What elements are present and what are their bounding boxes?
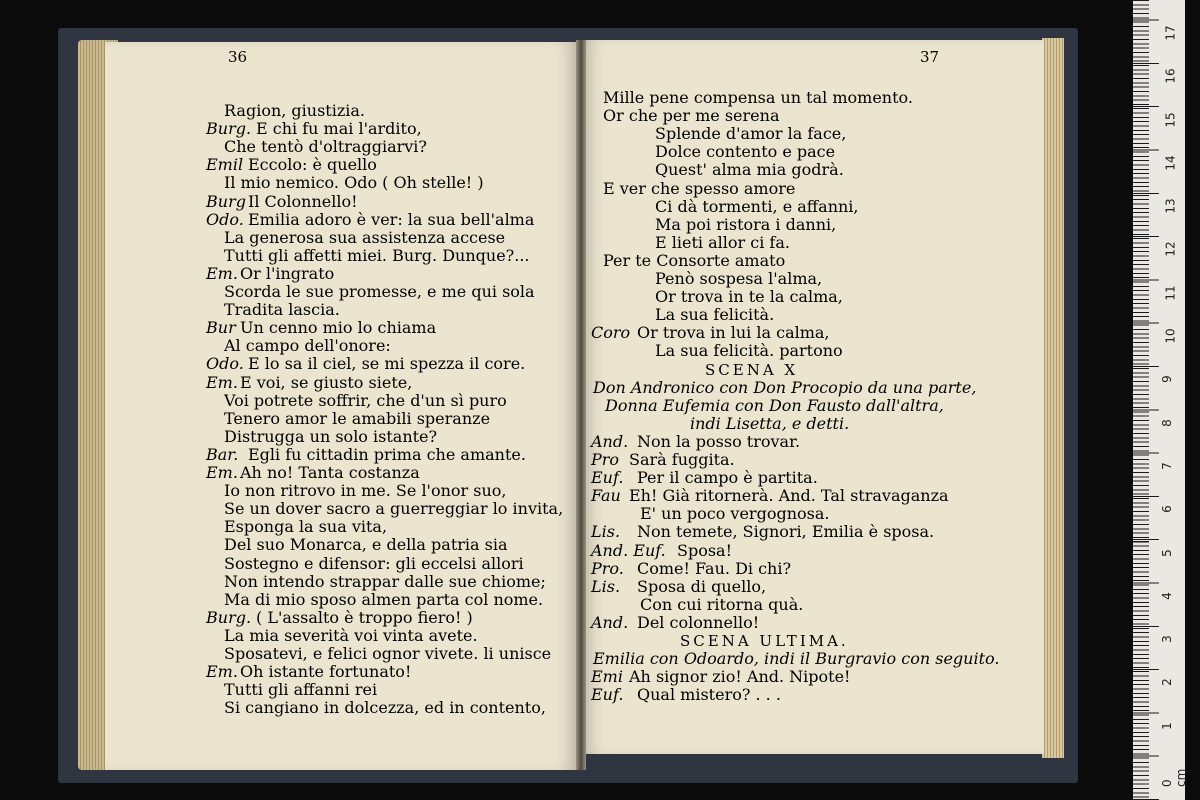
speaker-label: Emi [591,667,623,687]
speaker-label: Bar. [206,444,239,464]
speaker-label: Burg. [206,607,252,627]
verse-line: E' un poco vergognosa. [640,504,830,524]
verse-line: Sposa di quello, [637,576,767,596]
verse-line: E lo sa il ciel, se mi spezza il core. [248,354,526,374]
verse-line: Quest' alma mia godrà. [655,160,844,180]
ruler-label: 6 [1159,505,1174,514]
speaker-label: Burg [206,191,246,211]
verse-line: Ah no! Tanta costanza [240,463,420,482]
ruler-label: 1 [1159,721,1174,730]
verse-line: Ah signor zio! And. Nipote! [629,667,851,687]
verse-line: Ma di mio sposo almen parta col nome. [224,589,544,609]
verse-line: ( L'assalto è troppo fiero! ) [256,607,473,627]
stage-direction: Donna Eufemia con Don Fausto dall'altra, [605,395,944,415]
speaker-label: Bur [206,318,236,338]
verse-line: Per il campo è partita. [637,468,818,488]
verse-line: La generosa sua assistenza accese [224,227,506,247]
ruler-label: 11 [1163,285,1178,301]
ruler-label: 4 [1159,591,1174,600]
verse-line: Egli fu cittadin prima che amante. [248,444,526,464]
ruler-label: 2 [1159,678,1174,687]
ruler-label: 13 [1163,198,1178,214]
ruler-label: 17 [1163,25,1178,41]
verse-line: Ci dà tormenti, e affanni, [655,196,859,216]
speaker-label: And. [591,612,629,632]
verse-line: Sarà fuggita. [629,450,735,469]
verse-line: Penò sospesa l'alma, [655,269,823,288]
scene-heading: SCENA X [705,360,799,379]
verse-line: Oh istante fortunato! [240,662,412,682]
ruler-label: 0 cm [1160,768,1188,787]
verse-line: Io non ritrovo in me. Se l'onor suo, [224,481,507,501]
ruler-major-ticks [1133,0,1159,800]
verse-line: Per te Consorte amato [603,250,786,270]
ruler-label: 12 [1163,241,1178,258]
verse-line: Il mio nemico. Odo ( Oh stelle! ) [224,173,484,193]
verse-line: Scorda le sue promesse, e me qui sola [224,282,535,301]
verse-line: Emilia adoro è ver: la sua bell'alma [248,209,535,229]
verse-line: La mia severità voi vinta avete. [224,625,478,645]
verse-line: Non la posso trovar. [637,431,801,451]
verse-line: Con cui ritorna quà. [640,594,804,614]
verse-line: Un cenno mio lo chiama [240,318,437,338]
verse-line: La sua felicità. [655,305,775,325]
verse-line: Or l'ingrato [240,263,335,283]
verse-line: Ma poi ristora i danni, [655,214,837,234]
page-number-right: 37 [920,48,940,66]
page-edges-right [1042,38,1064,758]
verse-line: Come! Fau. Di chi? [637,558,792,578]
verse-line: Or trova in lui la calma, [637,323,830,343]
verse-line: Si cangiano in dolcezza, ed in contento, [224,698,546,718]
verse-line: Se un dover sacro a guerreggiar lo invita, [224,499,564,519]
book-gutter [576,40,586,770]
speaker-label: Em. [206,372,238,392]
verse-line: Eh! Già ritornerà. And. Tal stravaganza [629,486,949,506]
speaker-label: And. Euf. [591,540,666,560]
speaker-label: Emil [206,155,244,175]
verse-line: Sposa! [677,540,733,560]
ruler-label: 9 [1159,375,1174,384]
speaker-label: Em. [206,463,238,482]
speaker-label: Em. [206,662,238,682]
verse-line: Qual mistero? . . . [637,685,781,705]
stage-direction: Don Andronico con Don Procopio da una parte, [593,377,977,397]
verse-line: Tutti gli affetti miei. Burg. Dunque?... [224,245,530,265]
stage-direction: indi Lisetta, e detti. [690,413,850,433]
speaker-label: Coro [591,323,631,343]
speaker-label: Pro. [591,558,624,578]
speaker-label: Pro [591,450,620,469]
ruler-label: 14 [1163,155,1178,171]
ruler-label: 16 [1163,68,1178,84]
verse-line: E lieti allor ci fa. [655,232,790,252]
verse-line: Non temete, Signori, Emilia è sposa. [637,522,935,542]
verse-line: Il Colonnello! [248,191,358,211]
verse-line: Non intendo strappar dalle sue chiome; [224,571,546,591]
ruler-label: 15 [1163,111,1178,128]
verse-line: Or che per me serena [603,106,780,126]
verse-line: Tenero amor le amabili speranze [224,408,491,428]
verse-line: Or trova in te la calma, [655,287,843,307]
verse-line: Tutti gli affanni rei [224,680,378,700]
ruler-label: 8 [1159,418,1174,427]
verse-line: E ver che spesso amore [603,178,796,198]
verse-line: E voi, se giusto siete, [240,372,413,392]
speaker-label: Euf. [591,468,624,488]
verse-line: Del colonnello! [637,612,760,632]
verse-line: Eccolo: è quello [248,155,377,175]
verse-line: Sostegno e difensor: gli eccelsi allori [224,553,524,573]
verse-line: Sposatevi, e felici ognor vivete. li unisce [224,644,552,663]
verse-line: Esponga la sua vita, [224,517,388,537]
page-number-left: 36 [228,48,248,66]
speaker-label: Euf. [591,685,624,705]
speaker-label: Lis. [591,576,621,596]
verse-line: Distrugga un solo istante? [224,426,438,446]
stage-direction: Emilia con Odoardo, indi il Burgravio con seguito. [593,649,1000,669]
speaker-label: And. [591,431,629,451]
verse-line: Ragion, giustizia. [224,101,366,120]
verse-line: Del suo Monarca, e della patria sia [224,535,508,555]
verse-line: Voi potrete soffrir, che d'un sì puro [224,390,507,410]
verse-line: Al campo dell'onore: [224,336,391,356]
verse-line: Mille pene compensa un tal momento. [603,88,913,107]
verse-line: Che tentò d'oltraggiarvi? [224,137,427,157]
measuring-ruler [1133,0,1188,800]
speaker-label: Odo. [206,209,244,229]
ruler-label: 7 [1159,462,1174,470]
verse-line: Dolce contento e pace [655,142,836,162]
ruler-label: 10 [1163,328,1178,344]
speaker-label: Fau [591,486,621,506]
verse-line: Tradita lascia. [224,300,340,320]
speaker-label: Em. [206,263,238,283]
ruler-label: 5 [1159,548,1174,557]
verse-line: Splende d'amor la face, [655,124,847,144]
verse-line: La sua felicità. partono [655,341,843,361]
ruler-label: 3 [1159,635,1174,643]
scene-heading: SCENA ULTIMA. [680,632,849,650]
speaker-label: Burg. [206,119,252,139]
speaker-label: Lis. [591,522,621,542]
verse-line: E chi fu mai l'ardito, [256,119,422,139]
speaker-label: Odo. [206,354,244,374]
